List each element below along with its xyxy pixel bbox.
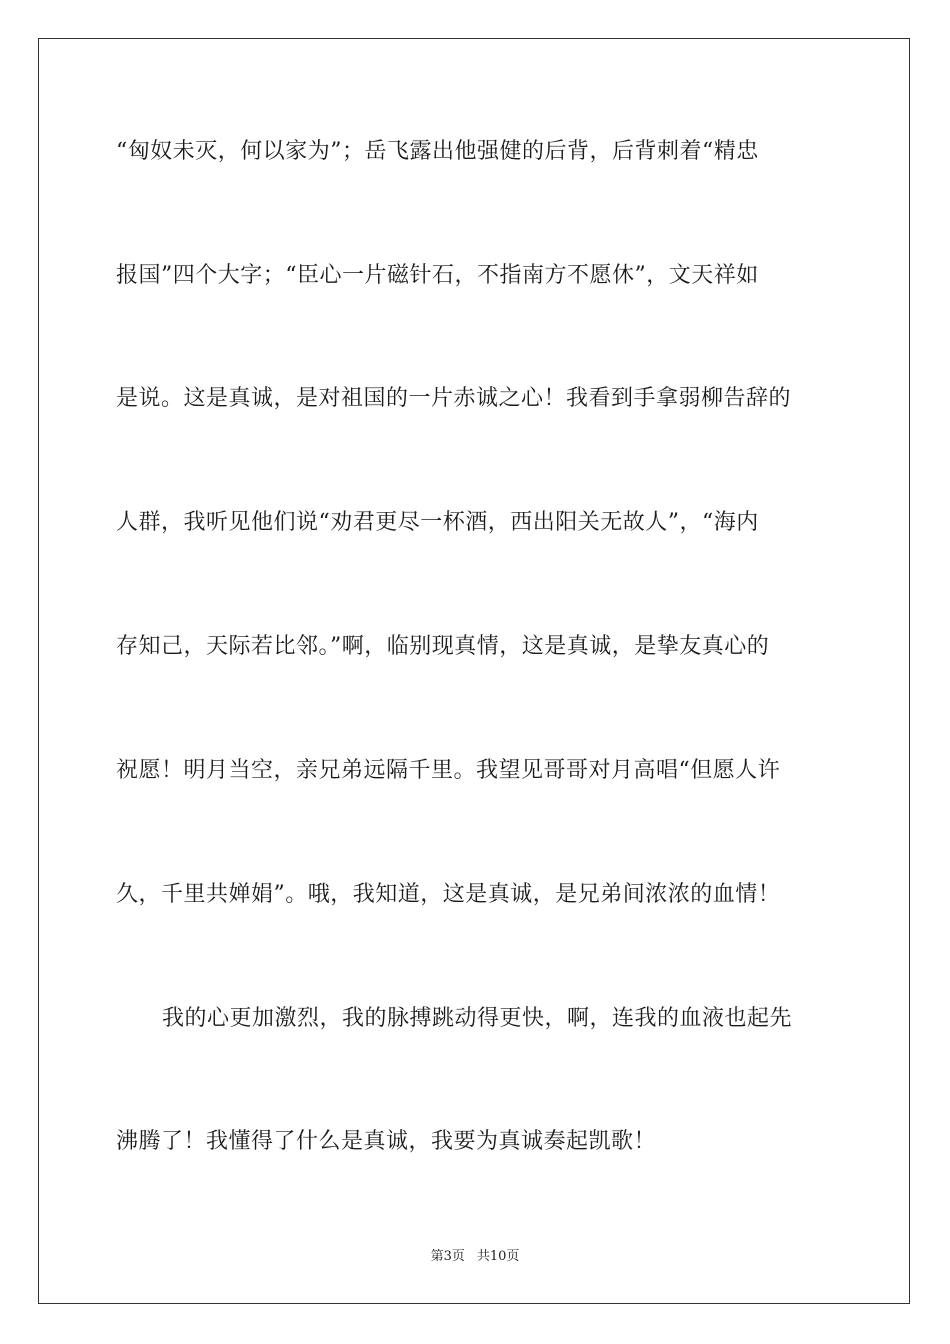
paragraph-line: 人群，我听见他们说“劝君更尽一杯酒，西出阳关无故人”，“海内 [116,510,759,535]
paragraph-line: 沸腾了！我懂得了什么是真诚，我要为真诚奏起凯歌！ [116,1129,657,1154]
paragraph-line: 祝愿！明月当空，亲兄弟远隔千里。我望见哥哥对月高唱“但愿人许 [116,758,781,783]
paragraph-line: 久，千里共婵娟”。哦，我知道，这是真诚，是兄弟间浓浓的血情！ [116,882,781,907]
paragraph-line: 是说。这是真诚，是对祖国的一片赤诚之心！我看到手拿弱柳告辞的 [116,386,792,411]
page-footer [0,1248,950,1266]
paragraph-line: 报国”四个大字；“臣心一片磁针石，不指南方不愿休”，文天祥如 [116,263,759,288]
page-number: 第3页 [430,1249,465,1264]
page-total: 共10页 [476,1249,520,1264]
paragraph-line: 存知己，天际若比邻。”啊，临别现真情，这是真诚，是挚友真心的 [116,634,770,659]
page-border [38,38,910,1304]
paragraph-line: “匈奴未灭，何以家为”；岳飞露出他强健的后背，后背刺着“精忠 [116,139,759,164]
paragraph-line: 我的心更加激烈，我的脉搏跳动得更快，啊，连我的血液也起先 [162,1006,793,1031]
